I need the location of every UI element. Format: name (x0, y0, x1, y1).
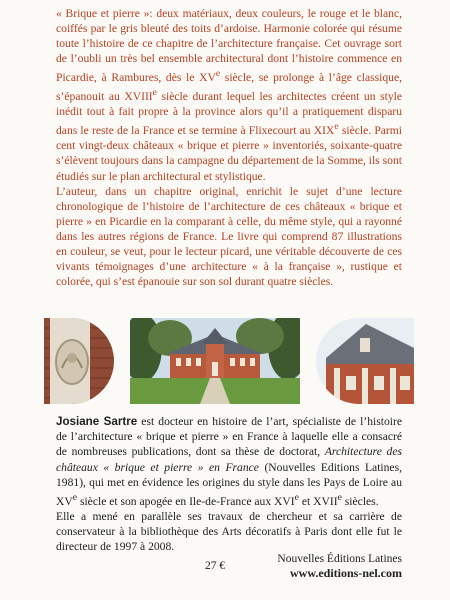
blurb-text: siècle. Parmi cent vingt-deux châteaux « brique et pierre » inventoriés, soixante-quatre s’élèvent toujours dans la campagne du département de la Somme, ils sont étudiés sur le plan architectural et stylistique. (56, 124, 403, 183)
superscript: e (72, 492, 78, 504)
superscript: e (215, 68, 221, 80)
bio-text: est docteur en histoire de l’art, spécialiste de l’histoire de l’architecture « brique et pierre » en France à laquelle elle a consacré de nombreuses publications, dont sa thèse de doctorat, (56, 415, 402, 459)
superscript: e (152, 87, 157, 99)
blurb-text: siècle durant lequel les architectes créent un style inédit tout à fait propre à la province alors qu’il a pratiquement disparu dans le reste de la France et se termine à Flixecourt au XIX (56, 90, 402, 138)
publisher-block (277, 552, 402, 581)
bio-text: siècle et son apogée en Ile-de-France aux XVI (77, 494, 295, 508)
blurb-text: « Brique et pierre »: deux matériaux, deux couleurs, le rouge et le blanc, coiffés par le gris bleuté des toits d’ardoise. Harmonie colorée qui résume toute l’histoire de ce chapitre de l’architecture française. Cet ouvrage sort de l’oubli un très bel ensemble architectural dont l’histoire commence en Picardie, à Rambures, dès le XV (56, 7, 402, 85)
bio-text: (Nouvelles Editions Latines, 1981), qui met en évidence les origines du style dans les Pays de Loire au XV (56, 460, 402, 508)
author-bio-paragraph-2: Elle a mené en parallèle ses travaux de chercheur et sa carrière de conservateur à la bibliothèque des Arts décoratifs à Paris dont elle fut le directeur de 1997 à 2008. (56, 510, 402, 554)
bio-text: et XVII (298, 494, 338, 508)
blurb-paragraph-2: L’auteur, dans un chapitre original, enrichit le sujet d’une lecture chronologique de l’histoire de l’architecture de ces châteaux « brique et pierre » en Picardie en la comparant à celle, du même style, qui a rayonné dans les autres régions de France. Le livre qui comprend 87 illustrations en couleur, se veut, pour le lecteur picard, une véritable découverte de ces vivants témoignages d’une architecture « à la française », rustique et colorée, qui s’est épanouie sur son sol durant quatre siècles. (56, 184, 402, 289)
superscript: e (294, 492, 299, 504)
publisher-website-link[interactable]: www.editions-nel.com (290, 566, 402, 580)
chateau-garden-photo (130, 318, 300, 404)
thesis-title: Architecture des châteaux « brique et pierre » en France (56, 445, 402, 474)
publisher-name: Nouvelles Éditions Latines (277, 553, 402, 565)
bio-text: siècles. (341, 494, 379, 508)
price-label: 27 € (205, 560, 226, 572)
author-name: Josiane Sartre (56, 415, 138, 428)
stone-medallion-photo (44, 318, 114, 404)
author-bio (56, 414, 402, 555)
blurb-paragraph-1 (56, 6, 402, 184)
superscript: e (334, 121, 339, 133)
back-cover-blurb (56, 6, 402, 289)
author-bio-paragraph-1 (56, 414, 402, 509)
blurb-text: siècle, se prolonge à l’âge classique, s’épanouit au XVIII (56, 71, 403, 104)
chateau-corner-photo (316, 318, 414, 404)
photo-strip (44, 318, 414, 404)
superscript: e (337, 492, 342, 504)
